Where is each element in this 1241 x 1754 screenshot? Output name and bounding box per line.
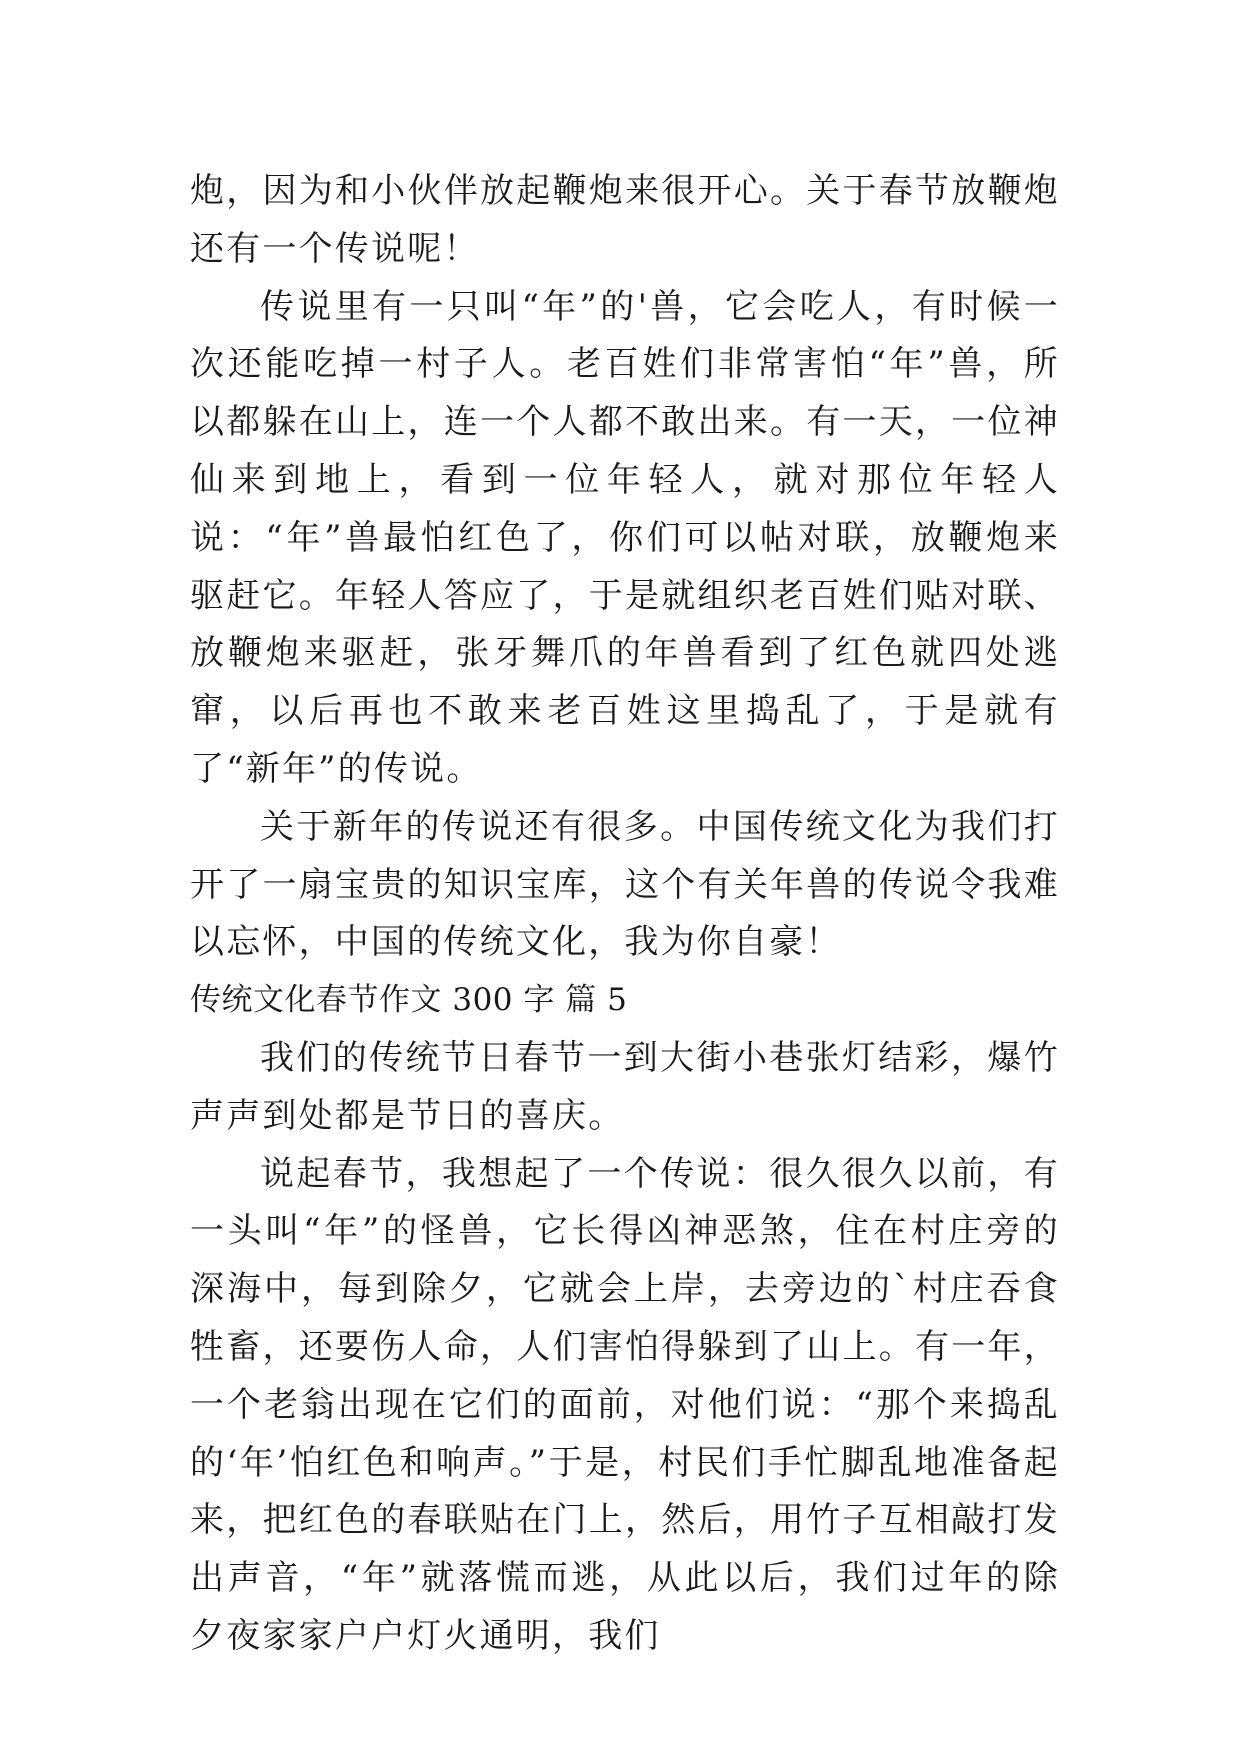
paragraph: 说起春节，我想起了一个传说：很久很久以前，有一头叫“年”的怪兽，它长得凶神恶煞，住在村庄旁的深海中，每到除夕，它就会上岸，去旁边的`村庄吞食牲畜，还要伤人命，人们害怕得躲到了山上。有一年，一个老翁出现在它们的面前，对他们说：“那个来捣乱的‘年’怕红色和响声。”于是，村民们手忙脚乱地准备起来，把红色的春联贴在门上，然后，用竹子互相敲打发出声音，“年”就落慌而逃，从此以后，我们过年的除夕夜家家户户灯火通明，我们 (190, 1153, 1060, 1656)
document-body (190, 163, 1060, 1666)
section-heading: 传统文化春节作文 300 字 篇 5 (190, 982, 628, 1019)
paragraph: 我们的传统节日春节一到大街小巷张灯结彩，爆竹声声到处都是节日的喜庆。 (190, 1037, 1060, 1136)
paragraph: 炮，因为和小伙伴放起鞭炮来很开心。关于春节放鞭炮还有一个传说呢！ (190, 171, 1060, 269)
paragraph: 传说里有一只叫“年”的'兽，它会吃人，有时候一次还能吃掉一村子人。老百姓们非常害怕“年”兽，所以都躲在山上，连一个人都不敢出来。有一天，一位神仙来到地上，看到一位年轻人，就对那位年轻人说：“年”兽最怕红色了，你们可以帖对联，放鞭炮来驱赶它。年轻人答应了，于是就组织老百姓们贴对联、放鞭炮来驱赶，张牙舞爪的年兽看到了红色就四处逃窜，以后再也不敢来老百姓这里捣乱了，于是就有了“新年”的传说。 (190, 286, 1060, 789)
paragraph: 关于新年的传说还有很多。中国传统文化为我们打开了一扇宝贵的知识宝库，这个有关年兽的传说令我难以忘怀，中国的传统文化，我为你自豪！ (190, 806, 1060, 963)
